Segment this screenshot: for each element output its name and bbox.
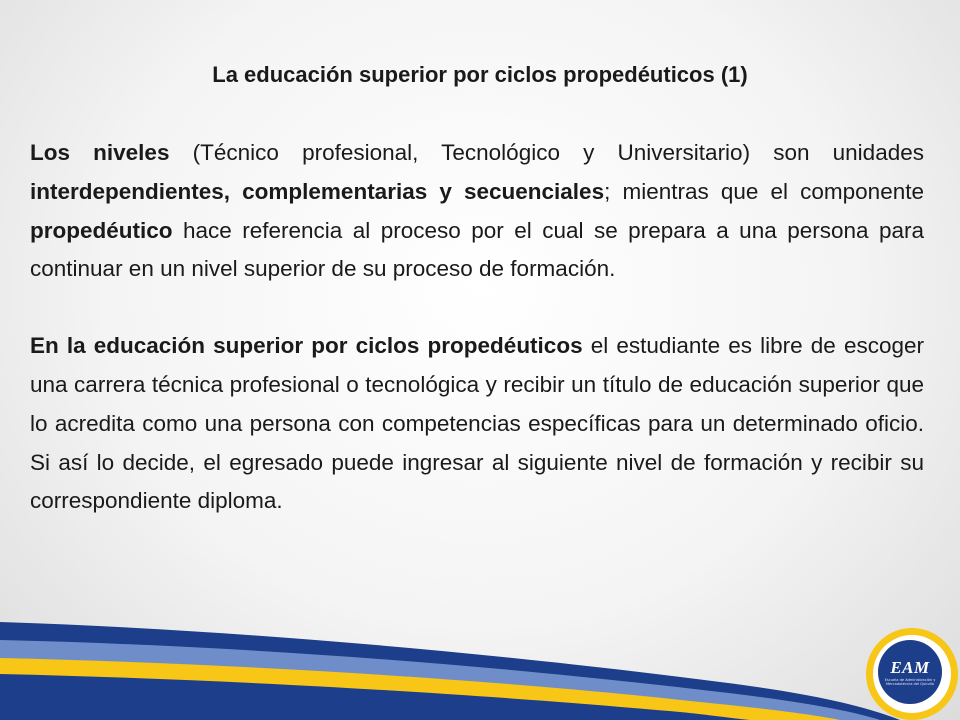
- logo-text: EAM: [890, 657, 930, 677]
- bold-phrase: propedéutico: [30, 217, 173, 243]
- paragraph-ciclos: [30, 327, 924, 521]
- bold-phrase: Los niveles: [30, 140, 170, 165]
- footer-wave: [0, 600, 960, 720]
- text-run: ; mientras que el componente: [604, 178, 924, 204]
- logo-subtitle: Escuela de Administración y Mercadotecnia del Quindío: [884, 677, 936, 686]
- slide-body: [30, 134, 924, 521]
- text-run: (Técnico profesional, Tecnológico y Universitario) son unidades: [169, 140, 924, 165]
- eam-logo: [866, 628, 958, 720]
- logo-inner: [873, 635, 951, 713]
- paragraph-niveles: [30, 134, 924, 289]
- logo-badge: [878, 640, 942, 704]
- bold-phrase: En la educación superior por ciclos propedéuticos: [30, 333, 583, 359]
- text-run: el estudiante es libre de escoger una carrera técnica profesional o tecnológica y recibir un título de educación superior que lo acredita como una persona con competencias específicas para un determinado oficio. Si así lo decide, el egresado puede ingresar al siguiente nivel de formación y recibir su correspondiente diploma.: [30, 333, 924, 514]
- bold-phrase: interdependientes, complementarias y secuenciales: [30, 178, 605, 204]
- text-run: hace referencia al proceso por el cual se prepara a una persona para continuar en un nivel superior de su proceso de formación.: [30, 217, 924, 282]
- slide-title: La educación superior por ciclos propedéuticos (1): [212, 62, 748, 87]
